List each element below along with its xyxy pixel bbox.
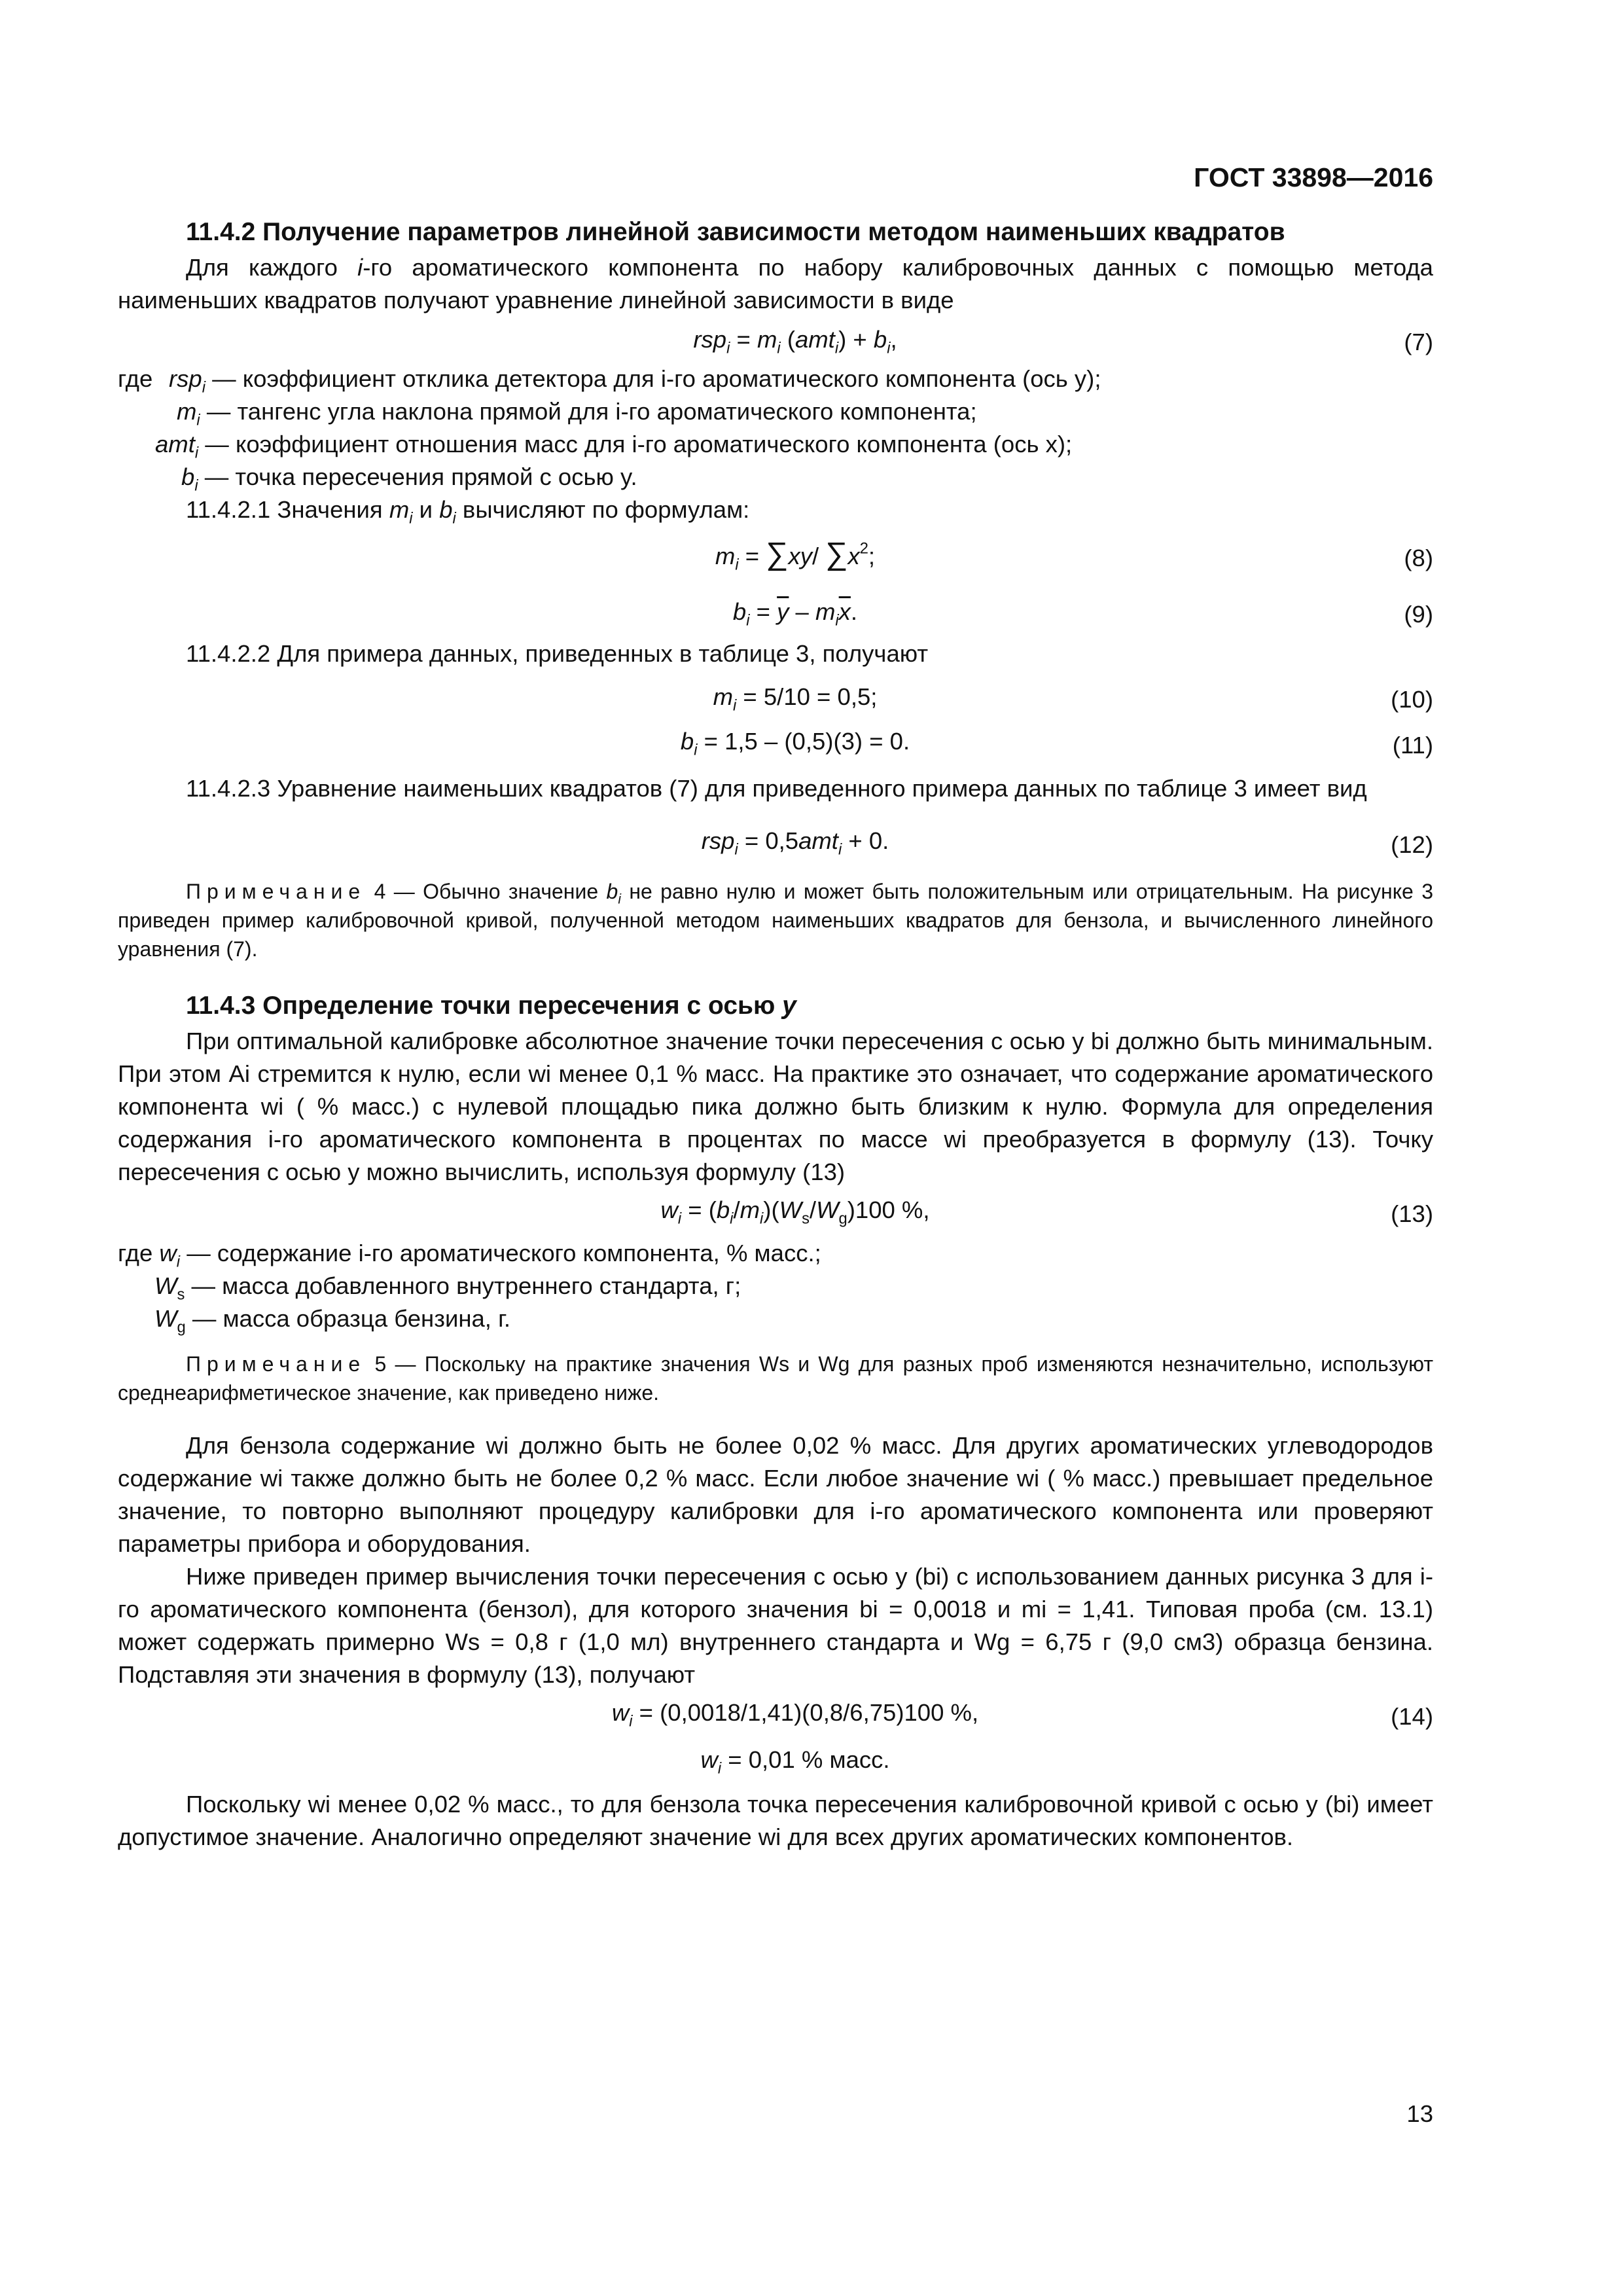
equation-7 [118,317,1433,363]
paragraph-11-4-2-3: 11.4.2.3 Уравнение наименьших квадратов (7) для приведенного примера данных по таблице 3 имеет вид [186,775,1367,802]
equation-15 [118,1740,1433,1788]
document-code: ГОСТ 33898—2016 [1194,162,1433,192]
page-number: 13 [1406,2100,1433,2127]
note-4: Примечание 4 — Обычно значение $b_i$ не равно нулю и может быть положительным или отрицательным. На рисунке 3 приведен пример калибровочной кривой, полученной методом наименьших квадратов для бензола, и вычисленного линейного уравнения (7). [118,880,1434,961]
paragraph-11-4-2-1: 11.4.2.1 Значения $m_i$ и $b_i$ вычисляют по формулам: [186,496,750,528]
equation-10-formula: $m_i = 5/10 = 0,5$; [713,683,878,715]
equation-number: (13) [1391,1200,1433,1227]
equation-10 [118,670,1433,721]
paragraph: Поскольку wi менее 0,02 % масс., то для бензола точка пересечения калибровочной кривой с осью y (bi) имеет допустимое значение. Аналогично определяют значение wi для всех других ароматических компонентов. [118,1791,1433,1850]
equation-7-formula: $rsp_i = m_i$ $(amt_i) + b_i$, [693,326,897,357]
section-11-4-2-heading: 11.4.2 Получение параметров линейной зависимости методом наименьших квадратов [186,218,1285,246]
equation-11-formula: $b_i = 1,5 - (0,5)(3) = 0$. [680,728,910,759]
equation-number: (8) [1404,545,1433,571]
paragraph-11-4-2-2: 11.4.2.2 Для примера данных, приведенных в таблице 3, получают [186,640,929,667]
equation-number: (7) [1404,329,1433,355]
equation-number: (14) [1391,1703,1433,1730]
equation-12-formula: rsp$_i$ = 0,5amt$_i$ + 0. [701,827,889,859]
definition-wg: $W_g$ — масса образца бензина, г. [154,1305,511,1336]
equation-15-formula: $w_i = 0,01$ % масс. [700,1746,890,1778]
definition-b: $b_i$ — точка пересечения прямой с осью y. [181,463,637,495]
paragraph: При оптимальной калибровке абсолютное значение точки пересечения с осью y bi должно быть минимальным. При этом Ai стремится к нулю, если wi менее 0,1 % масс. На практике это означает, что содержание ароматического компонента wi ( % масс.) с нулевой площадью пика должно быть близким к нулю. Формула для определения содержания i-го ароматического компонента в процентах по массе wi преобразуется в формулу (13). Точку пересечения с осью y можно вычислить, используя формулу (13) [118,1028,1433,1185]
section-11-4-3-heading: 11.4.3 Определение точки пересечения с осью y [186,992,796,1020]
equation-14 [118,1691,1433,1740]
equation-number: (11) [1392,732,1433,759]
equation-11 [118,721,1433,772]
equation-14-formula: $w_i = (0,0018/1,41)(0,8/6,75)100$ %, [611,1699,979,1731]
equation-13 [118,1189,1433,1237]
equation-13-formula: $w_i = (b_i/m_i)(W_s/W_g)100$ %, [660,1196,930,1228]
definition-amt: amt$_i$ — коэффициент отношения масс для i-го ароматического компонента (ось x); [155,431,1073,462]
paragraph: Для каждого i-го ароматического компонента по набору калибровочных данных с помощью метода наименьших квадратов получают уравнение линейной зависимости в виде [118,254,1433,314]
definition-m: $m_i$ — тангенс угла наклона прямой для i-го ароматического компонента; [177,398,977,429]
paragraph: Для бензола содержание wi должно быть не более 0,02 % масс. Для других ароматических углеводородов содержание wi также должно быть не более 0,2 % масс. Если любое значение wi ( % масс.) превышает предельное значение, то повторно выполняют процедуру калибровки для i-го ароматического компонента или проверяют параметры прибора и оборудования. [118,1432,1433,1557]
paragraph: Ниже приведен пример вычисления точки пересечения с осью y (bi) с использованием данных рисунка 3 для i-го ароматического компонента (бензол), для которого значения bi = 0,0018 и mi = 1,41. Типовая проба (см. 13.1) может содержать примерно Ws = 0,8 г (1,0 мл) внутреннего стандарта и Wg = 6,75 г (9,0 см3) образца бензина. Подставляя эти значения в формулу (13), получают [118,1563,1433,1688]
definition-w: где $w_i$ — содержание i-го ароматического компонента, % масс.; [118,1240,821,1271]
equation-number: (9) [1404,601,1433,628]
definition-rsp: где rsp$_i$ — коэффициент отклика детектора для i-го ароматического компонента (ось y); [118,365,1101,397]
equation-9 [118,585,1433,637]
definition-ws: $W_s$ — масса добавленного внутреннего стандарта, г; [154,1272,741,1304]
equation-9-formula: $b_i = \overline{y} - m_i\overline{x}$. [732,598,858,630]
note-5: Примечание 5 — Поскольку на практике значения Ws и Wg для разных проб изменяются незначительно, используют среднеарифметическое значение, как приведено ниже. [118,1352,1434,1405]
equation-number: (12) [1391,831,1433,858]
equation-number: (10) [1391,686,1433,713]
equation-8 [118,526,1433,585]
equation-8-formula: $m_i = \sum xy/$ $\sum x^2$; [715,537,876,574]
main-content [118,0,1433,1854]
equation-12 [118,805,1433,877]
